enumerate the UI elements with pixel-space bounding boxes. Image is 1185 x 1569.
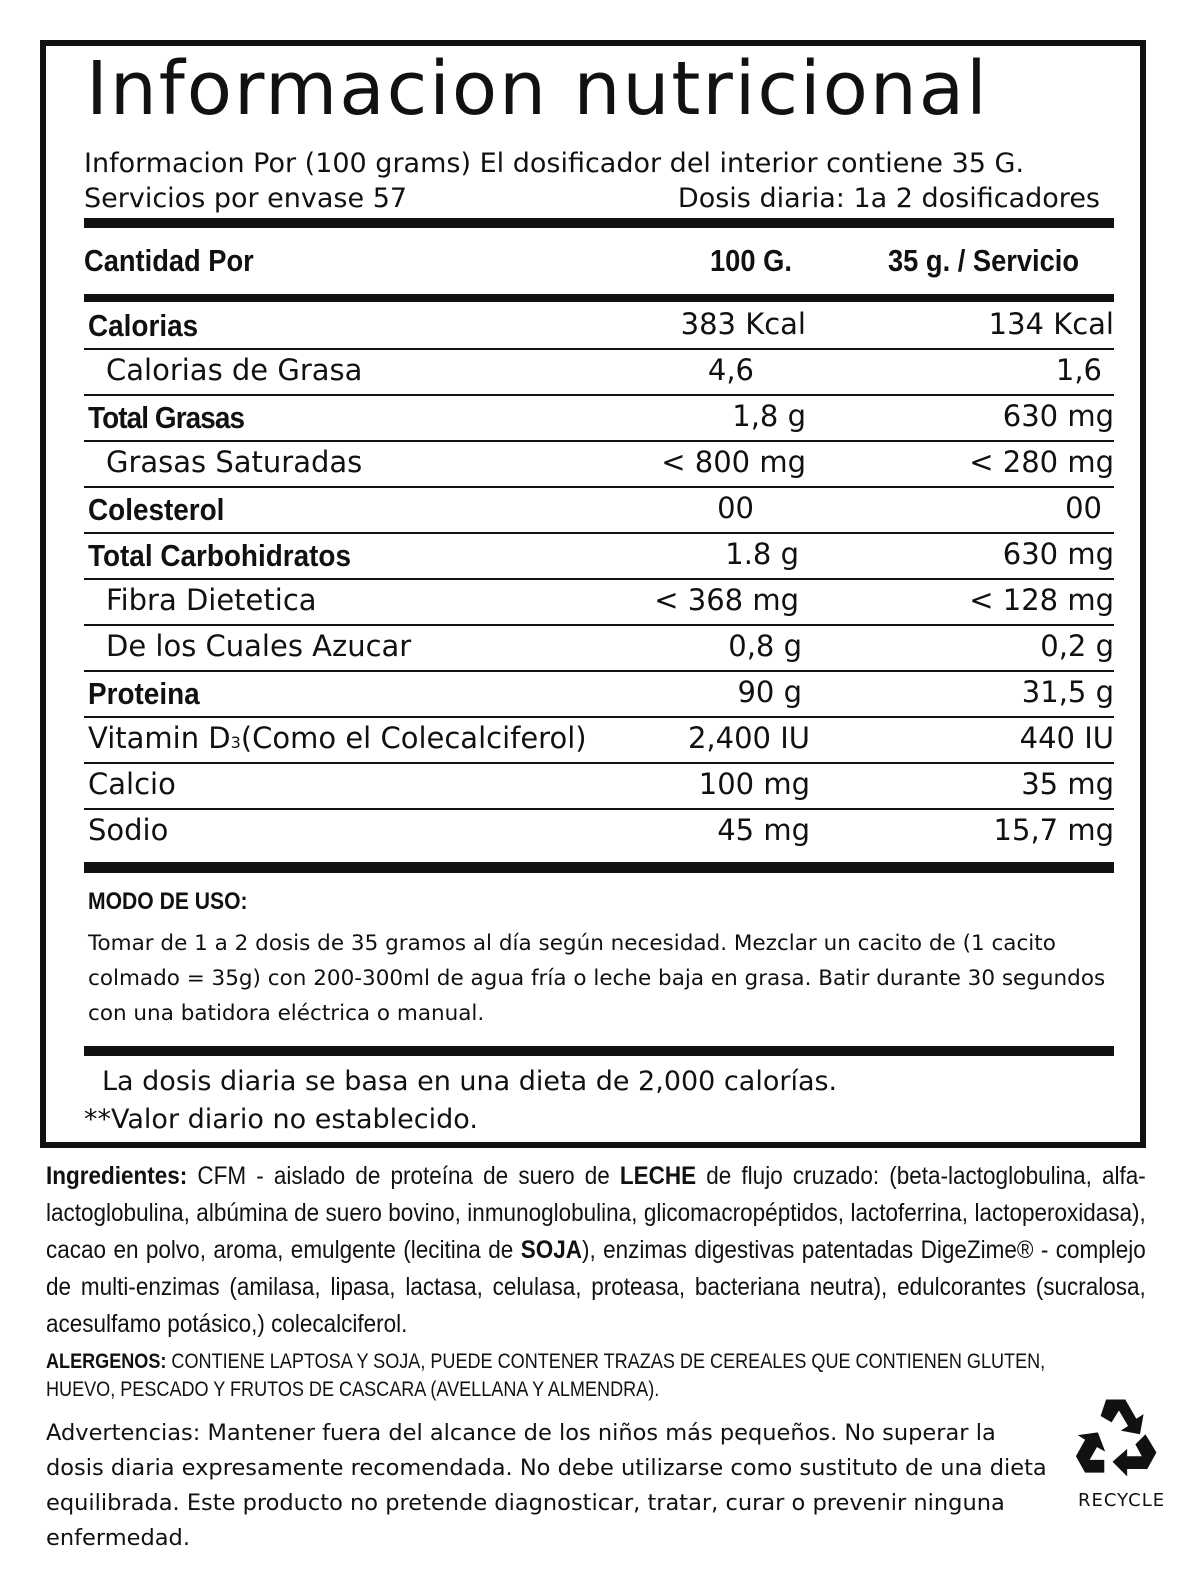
nutrient-name: Fibra Dietetica xyxy=(106,583,317,617)
warnings: Advertencias: Mantener fuera del alcance de los niños más pequeños. No superar la dosis diaria expresamente recomendada. No debe utilizarse como sustituto de una dieta equilibrada. Este producto no pretende diagnosticar, tratar, curar o prevenir ninguna enfermedad. xyxy=(46,1420,1047,1551)
header-amount-per: Cantidad Por xyxy=(84,243,254,278)
nutrient-name: Colesterol xyxy=(88,492,225,527)
value-per-serving: 0,2 g xyxy=(1040,629,1114,663)
label-title: Informacion nutricional xyxy=(86,46,989,132)
table-row xyxy=(84,626,1114,672)
vitamin-d-subscript: 3 xyxy=(230,733,241,752)
divider-thick xyxy=(84,862,1114,873)
value-per-serving: 630 mg xyxy=(1002,537,1114,571)
divider-thick xyxy=(84,1046,1114,1056)
value-per-serving: 440 IU xyxy=(1019,721,1114,755)
value-100g: 45 mg xyxy=(717,813,810,847)
daily-value-note: **Valor diario no establecido. xyxy=(84,1104,478,1135)
nutrient-name: Grasas Saturadas xyxy=(106,445,363,479)
value-per-serving: 1,6 xyxy=(1055,353,1102,387)
value-100g: 0,8 g xyxy=(728,629,802,663)
servings-per-container: Servicios por envase 57 xyxy=(84,183,408,214)
daily-dose: Dosis diaria: 1a 2 dosificadores xyxy=(677,183,1100,214)
value-100g: < 800 mg xyxy=(661,445,806,479)
value-100g: 2,400 IU xyxy=(687,721,810,755)
recycle-icon xyxy=(1072,1394,1164,1480)
value-per-serving: 35 mg xyxy=(1021,767,1114,801)
nutrient-name: Sodio xyxy=(88,813,169,847)
vitamin-d-detail: (Como el Colecalciferol) xyxy=(240,721,587,755)
value-100g: < 368 mg xyxy=(654,583,799,617)
allergens-text: CONTIENE LAPTOSA Y SOJA, PUEDE CONTENER TRAZAS DE CEREALES QUE CONTIENEN GLUTEN, HUEVO, PESCADO Y FRUTOS DE CASCARA (AVELLANA Y ALMENDRA). xyxy=(46,1350,1046,1401)
recycle-label: RECYCLE xyxy=(1078,1490,1166,1511)
ingredients xyxy=(46,1158,1146,1343)
divider-thick xyxy=(84,218,1114,228)
nutrient-name: Proteina xyxy=(88,676,200,711)
header-100g: 100 G. xyxy=(710,243,792,278)
allergens-label: ALERGENOS: xyxy=(46,1350,167,1373)
nutrient-name: Total Carbohidratos xyxy=(88,538,351,573)
value-per-serving: 00 xyxy=(1065,491,1102,525)
table-row xyxy=(84,442,1114,488)
table-row xyxy=(84,396,1114,442)
table-row xyxy=(84,810,1114,856)
table-row xyxy=(84,580,1114,626)
allergen-soja: SOJA xyxy=(520,1236,582,1264)
nutrition-label xyxy=(40,40,1146,1148)
value-per-serving: 31,5 g xyxy=(1021,675,1114,709)
nutrient-name: Calorias de Grasa xyxy=(106,353,363,387)
nutrient-name: Total Grasas xyxy=(88,400,245,435)
nutrient-name: Calcio xyxy=(88,767,176,801)
ingredients-text-2: de flujo cruzado: (beta-lactoglobulina, alfa-lactoglobulina, albúmina de suero bovino, inmunoglobulina, glicomacropéptidos, lactoferrina, lactoperoxidasa), cacao en polvo, aroma, emulgente (lecitina de xyxy=(46,1162,1146,1264)
info-line: Informacion Por (100 grams) El dosificador del interior contiene 35 G. xyxy=(84,148,1025,179)
value-per-serving: 134 Kcal xyxy=(988,307,1114,341)
nutrient-name: Calorias xyxy=(88,308,199,343)
nutrient-name xyxy=(88,721,587,755)
value-per-serving: < 280 mg xyxy=(969,445,1114,479)
value-100g: 100 mg xyxy=(698,767,810,801)
value-per-serving: 15,7 mg xyxy=(993,813,1114,847)
value-100g: 90 g xyxy=(737,675,802,709)
ingredients-label: Ingredientes: xyxy=(46,1162,188,1190)
nutrient-name: De los Cuales Azucar xyxy=(106,629,412,663)
allergens xyxy=(46,1348,1087,1404)
usage-title: MODO DE USO: xyxy=(88,888,248,915)
ingredients-text-3: ), enzimas digestivas patentadas DigeZime® - complejo de multi-enzimas (amilasa, lipasa, lactasa, celulasa, proteasa, bacteriana neutra), edulcorantes (sucralosa, acesulfamo potásico,) colecalciferol. xyxy=(46,1236,1146,1338)
value-100g: 00 xyxy=(717,491,754,525)
usage-text: Tomar de 1 a 2 dosis de 35 gramos al día según necesidad. Mezclar un cacito de (1 cacito colmado = 35g) con 200-300ml de agua fría o leche baja en grasa. Batir durante 30 segundos con una batidora eléctrica o manual. xyxy=(88,931,1106,1026)
value-per-serving: 630 mg xyxy=(1002,399,1114,433)
table-row xyxy=(84,304,1114,350)
ingredients-text-1: CFM - aislado de proteína de suero de xyxy=(187,1162,620,1190)
vitamin-d-label: Vitamin D xyxy=(88,721,231,755)
table-row xyxy=(84,718,1114,764)
value-100g: 1.8 g xyxy=(725,537,799,571)
table-row xyxy=(84,534,1114,580)
value-100g: 1,8 g xyxy=(732,399,806,433)
header-per-serving: 35 g. / Servicio xyxy=(888,243,1080,278)
table-row xyxy=(84,350,1114,396)
allergen-leche: LECHE xyxy=(619,1162,697,1190)
value-100g: 4,6 xyxy=(707,353,754,387)
table-row xyxy=(84,488,1114,534)
table-row xyxy=(84,672,1114,718)
divider-thick xyxy=(84,294,1114,302)
table-row xyxy=(84,764,1114,810)
value-per-serving: < 128 mg xyxy=(969,583,1114,617)
daily-dose-note: La dosis diaria se basa en una dieta de 2,000 calorías. xyxy=(102,1066,838,1097)
value-100g: 383 Kcal xyxy=(680,307,806,341)
